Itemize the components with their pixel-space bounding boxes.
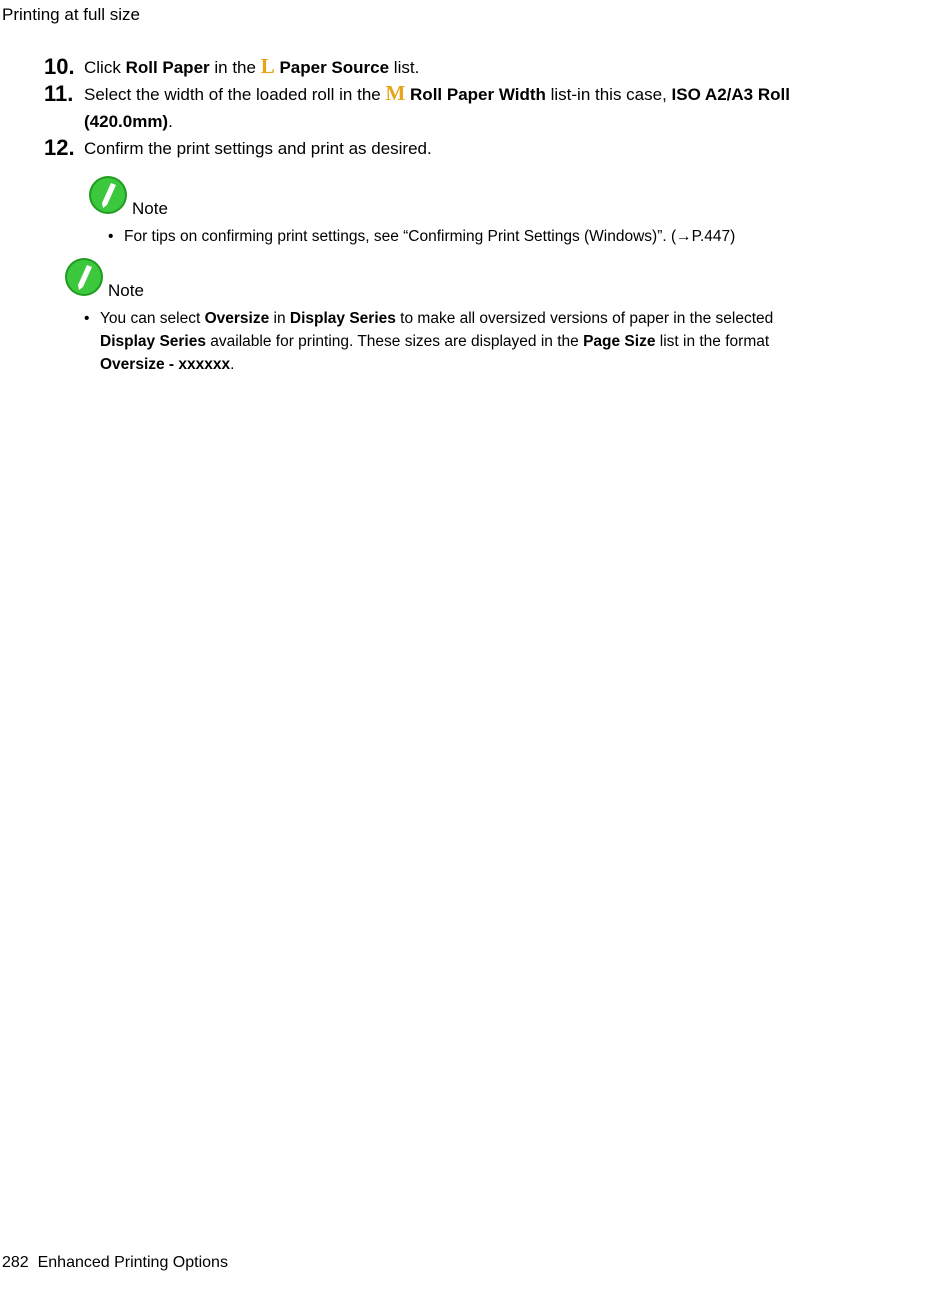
paper-source-label: Paper Source: [279, 58, 390, 77]
step-number: 10.: [44, 54, 75, 79]
step-text: .: [168, 112, 173, 131]
list-item: [84, 307, 824, 376]
note-box: [64, 257, 824, 376]
pencil-note-icon: [88, 175, 128, 215]
note-text: .: [230, 356, 235, 373]
bullet: •: [84, 310, 90, 327]
bullet: •: [108, 228, 114, 245]
roll-paper-width-label: Roll Paper Width: [410, 85, 546, 104]
note-box: [88, 175, 808, 248]
step-text: Click: [84, 58, 126, 77]
note-title: Note: [108, 281, 144, 300]
step-text: list-in this case,: [545, 85, 672, 104]
note-text: to make all oversized versions of paper in the selected: [395, 310, 774, 327]
page-footer: [2, 1253, 228, 1273]
note-text: list in the format: [655, 333, 770, 350]
note-header: [64, 257, 824, 301]
oversize-label: Oversize: [204, 310, 270, 327]
page-size-label: Page Size: [583, 333, 656, 350]
note-list: [84, 307, 824, 376]
footer-section-title: Enhanced Printing Options: [37, 1254, 228, 1271]
oversize-format-label: Oversize - xxxxxx: [100, 356, 231, 373]
step-text: Confirm the print settings and print as desired.: [84, 139, 432, 158]
step-text: Select the width of the loaded roll in the: [84, 85, 386, 104]
step-11: [44, 81, 844, 135]
note-text: available for printing. These sizes are displayed in the: [205, 333, 584, 350]
note-text: For tips on confirming print settings, see “Confirming Print Settings (Windows)”. (→P.447): [124, 228, 736, 245]
step-text: list.: [389, 58, 420, 77]
display-series-label: Display Series: [289, 310, 396, 327]
step-text: in the: [209, 58, 261, 77]
steps-list: [44, 54, 844, 162]
note-header: [88, 175, 808, 219]
note-text: in: [269, 310, 290, 327]
step-number: 12.: [44, 135, 75, 160]
roll-size-value: ISO A2/A3 Roll (420.0mm): [84, 85, 790, 131]
page-number: 282: [2, 1254, 29, 1271]
step-10: [44, 54, 844, 81]
step-12: [44, 135, 844, 162]
note-text: You can select: [100, 310, 205, 327]
note-list: [108, 225, 808, 248]
note-title: Note: [132, 199, 168, 218]
step-number: 11.: [44, 81, 74, 106]
callout-marker-m: M: [385, 81, 406, 105]
pencil-note-icon: [64, 257, 104, 297]
roll-paper-label: Roll Paper: [125, 58, 210, 77]
display-series-label: Display Series: [100, 333, 206, 350]
running-header: Printing at full size: [2, 5, 140, 24]
callout-marker-l: L: [260, 54, 275, 78]
list-item: [108, 225, 808, 248]
